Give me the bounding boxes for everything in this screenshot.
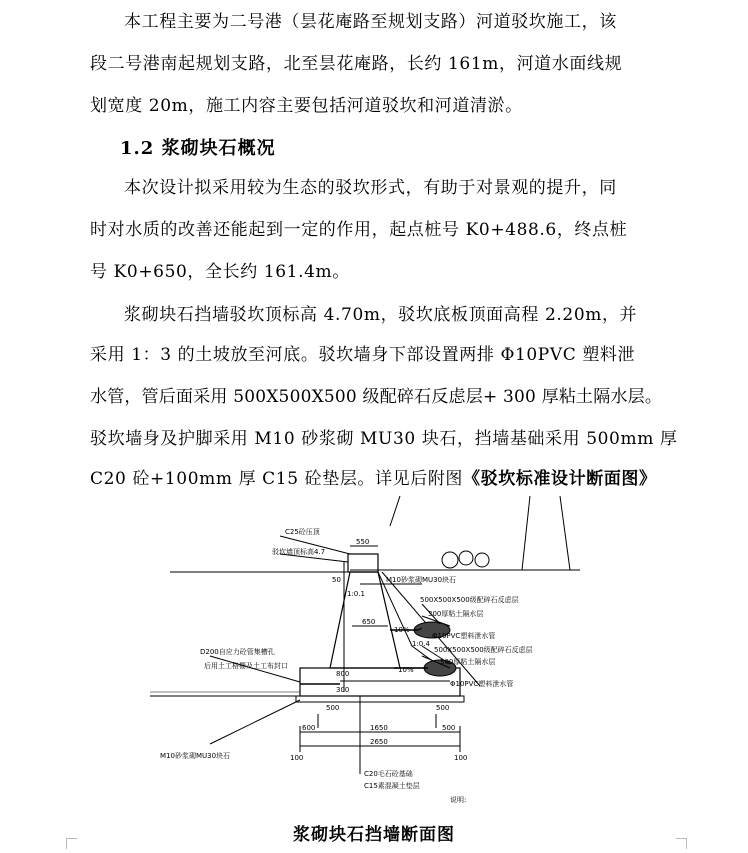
label-dim-500-c: 500: [442, 724, 456, 732]
figure-caption: 浆砌块石挡墙断面图: [293, 825, 455, 845]
label-geotextile: 后用土工格栅及土工布封口: [204, 662, 288, 670]
paragraph-3-line-4: 驳坎墙身及护脚采用 M10 砂浆砌 MU30 块石，挡墙基础采用 500mm 厚: [90, 429, 678, 449]
label-ratio-2: 1:0.4: [412, 640, 430, 648]
paragraph-2-line-2: 时对水质的改善还能起到一定的作用，起点桩号 K0+488.6，终点桩: [90, 220, 628, 240]
label-slope-2: 10%: [398, 666, 414, 674]
label-cap: C25砼压顶: [285, 528, 320, 536]
label-base-c15: C15素混凝土垫层: [364, 782, 420, 790]
label-dim-2650: 2650: [370, 738, 388, 746]
label-clay-1: 300厚粘土隔水层: [428, 610, 484, 618]
paragraph-3-line-5: [90, 466, 657, 492]
label-dim-600: 600: [302, 724, 316, 732]
label-base-wall: M10砂浆砌MU30块石: [160, 752, 231, 760]
paragraph-1-line-1: 本工程主要为二号港（昙花庵路至规划支路）河道驳坎施工，该: [124, 12, 617, 32]
label-dim-500-b: 500: [436, 704, 450, 712]
page-corner-mark-right: [676, 838, 687, 849]
label-dim-300: 300: [336, 686, 350, 694]
label-filter-2: 500X500X500级配碎石反虑层: [434, 646, 533, 654]
retaining-wall-section-drawing: [150, 496, 590, 816]
label-dim-500-a: 500: [326, 704, 340, 712]
paragraph-1-line-3: 划宽度 20m，施工内容主要包括河道驳坎和河道清淤。: [90, 96, 523, 116]
label-dim-1650: 1650: [370, 724, 388, 732]
page-corner-mark-left: [66, 838, 77, 849]
drawing-reference: 《驳坎标准设计断面图》: [463, 469, 657, 489]
label-clay-2: 300厚粘土隔水层: [440, 658, 496, 666]
label-wall: M10砂浆砌MU30块石: [386, 576, 457, 584]
label-slope: 10%: [394, 626, 410, 634]
label-dim-100-a: 100: [290, 754, 304, 762]
label-dim-100-b: 100: [454, 754, 468, 762]
label-base-c20: C20毛石砼基础: [364, 770, 413, 778]
label-note: 说明:: [450, 796, 467, 804]
paragraph-3-line-1: 浆砌块石挡墙驳坎顶标高 4.70m，驳坎底板顶面高程 2.20m，并: [124, 305, 638, 325]
label-top-elevation: 驳坎墙顶标高4.7: [272, 548, 326, 556]
paragraph-3-line-3: 水管，管后面采用 500X500X500 级配碎石反虑层+ 300 厚粘土隔水层。: [90, 387, 663, 407]
label-pvc-2: Φ10PVC塑料泄水管: [450, 680, 514, 688]
paragraph-1-line-2: 段二号港南起规划支路，北至昙花庵路，长约 161m，河道水面线规: [90, 54, 623, 74]
label-pipe-left: D200自应力砼管集槽孔: [200, 648, 275, 656]
label-dim-550: 550: [356, 538, 370, 546]
paragraph-2-line-1: 本次设计拟采用较为生态的驳坎形式，有助于对景观的提升，同: [124, 178, 617, 198]
label-dim-650: 650: [362, 618, 376, 626]
label-filter-1: 500X500X500级配碎石反虑层: [420, 596, 519, 604]
paragraph-2-line-3: 号 K0+650，全长约 161.4m。: [90, 262, 350, 282]
paragraph-3-line-5-text: C20 砼+100mm 厚 C15 砼垫层。详见后附图: [90, 469, 464, 489]
paragraph-3-line-2: 采用 1：3 的土坡放至河底。驳坎墙身下部设置两排 Φ10PVC 塑料泄: [90, 345, 636, 365]
label-pvc-1: Φ10PVC塑料泄水管: [432, 632, 496, 640]
label-ratio-1: 1:0.1: [347, 590, 365, 598]
section-heading: 1.2 浆砌块石概况: [120, 138, 276, 159]
label-dim-800: 800: [336, 670, 350, 678]
label-dim-50: 50: [332, 576, 341, 584]
